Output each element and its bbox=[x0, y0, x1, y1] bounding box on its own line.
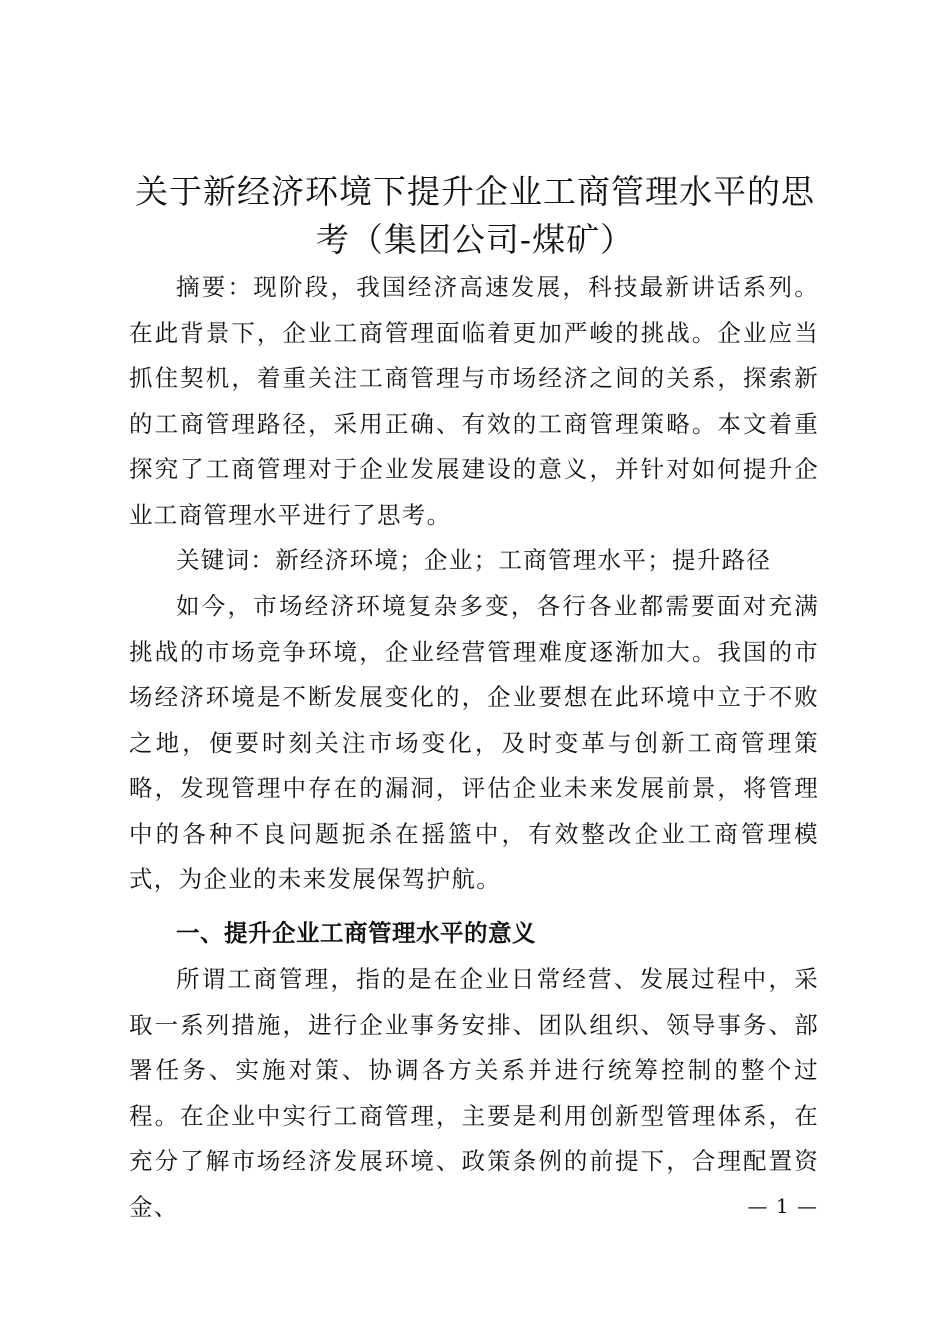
intro-paragraph: 如今，市场经济环境复杂多变，各行各业都需要面对充满挑战的市场竞争环境，企业经营管理难度逐渐加大。我国的市场经济环境是不断发展变化的，企业要想在此环境中立于不败之地，便要时刻关注市场变化，及时变革与创新工商管理策略，发现管理中存在的漏洞，评估企业未来发展前景，将管理中的各种不良问题扼杀在摇篮中，有效整改企业工商管理模式，为企业的未来发展保驾护航。 bbox=[129, 592, 819, 893]
page-number: — 1 — bbox=[747, 1194, 818, 1218]
section-heading: 一、提升企业工商管理水平的意义 bbox=[176, 919, 536, 947]
document-title: 关于新经济环境下提升企业工商管理水平的思考（集团公司-煤矿） bbox=[135, 172, 815, 259]
keywords-paragraph: 关键词：新经济环境；企业；工商管理水平；提升路径 bbox=[176, 546, 772, 574]
section-paragraph: 所谓工商管理，指的是在企业日常经营、发展过程中，采取一系列措施，进行企业事务安排、团队组织、领导事务、部署任务、实施对策、协调各方关系并进行统筹控制的整个过程。在企业中实行工商管理，主要是利用创新型管理体系，在充分了解市场经济发展环境、政策条例的前提下，合理配置资金、 bbox=[129, 965, 819, 1221]
abstract-paragraph: 摘要：现阶段，我国经济高速发展，科技最新讲话系列。在此背景下，企业工商管理面临着更加严峻的挑战。企业应当抓住契机，着重关注工商管理与市场经济之间的关系，探索新的工商管理路径，采用正确、有效的工商管理策略。本文着重探究了工商管理对于企业发展建设的意义，并针对如何提升企业工商管理水平进行了思考。 bbox=[129, 273, 819, 529]
